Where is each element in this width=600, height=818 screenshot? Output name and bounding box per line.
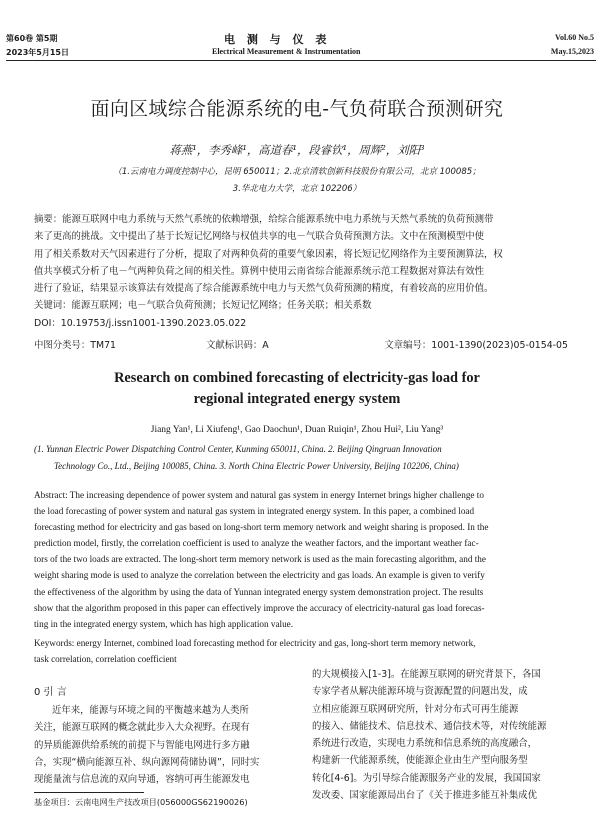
header-volume-cn: 第60卷 第5期 (6, 34, 58, 43)
title-en-line-2: regional integrated energy system (193, 391, 401, 407)
clc-number: 中图分类号：TM71 (34, 340, 116, 351)
keywords-en-line: task correlation, correlation coefficient (34, 653, 177, 664)
authors-en: Jiang Yan¹, Li Xiufeng¹, Gao Daochun¹, Duan Ruiqin¹, Zhou Hui², Liu Yang³ (150, 424, 444, 435)
article-number: 文章编号：1001-1390(2023)05-0154-05 (384, 340, 568, 351)
abstract-cn-line: 用了相关系数对天气因素进行了分析，提取了对两种负荷的重要气象因素，将长短记忆网络作为主要预测算法，权 (34, 248, 503, 260)
footnote-rule (34, 792, 144, 793)
keywords-cn: 关键词：能源互联网；电－气联合负荷预测；长短记忆网络；任务关联；相关系数 (34, 300, 372, 312)
header-date-cn: 2023年5月15日 (6, 48, 69, 57)
body-line: 的大规模接入[1-3]。在能源互联网的研究背景下，各国 (312, 669, 541, 680)
body-line: 合，实现“横向能源互补、纵向源网荷储协调”，同时实 (34, 756, 260, 768)
header-volume-en: Vol.60 No.5 (554, 33, 594, 42)
abstract-en-line: the load forecasting of power system and natural gas system in integrated energy system. In this paper, a combined load (34, 506, 475, 517)
title-cn: 面向区域综合能源系统的电-气负荷联合预测研究 (90, 98, 504, 120)
affiliation-en-1: (1. Yunnan Electric Power Dispatching Control Center, Kunming 650011, China. 2. Beijing Qingruan Innovation (34, 444, 442, 454)
keywords-en-line: Keywords: energy Internet, combined load forecasting method for electricity and gas, long-short term memory network, (34, 637, 476, 648)
body-line: 立相应能源互联网研究所，针对分布式可再生能源 (312, 703, 519, 715)
header-date-en: May.15,2023 (550, 47, 594, 56)
body-line: 的异质能源供给系统的前提下与智能电网进行多方融 (34, 739, 250, 751)
affiliation-cn-1: （1.云南电力调度控制中心，昆明 650011；2.北京清软创新科技股份有限公司，北京 100085； (113, 167, 481, 177)
body-line: 近年来，能源与环境之间的平衡越来越为人类所 (52, 705, 249, 716)
affiliation-en-2: Technology Co., Ltd., Beijing 100085, China. 3. North China Electric Power University, Beijing 102206, China) (54, 461, 459, 471)
abstract-en-line: prediction model, firstly, the correlation coefficient is used to analyze the weather factors, and the important weather fac- (34, 538, 479, 549)
left-column (34, 702, 296, 788)
abstract-en-line: forecasting method for electricity and gas based on long-short term memory network and weight sharing is proposed. In the (34, 522, 489, 533)
body-line: 关注，能源互联网的概念就此步入大众视野。在现有 (34, 722, 250, 734)
doi: DOI：10.19753/j.issn1001-1390.2023.05.022 (34, 317, 247, 329)
funding-note: 基金项目：云南电网生产技改项目(056000GS62190026) (34, 797, 248, 807)
header-journal-en: Electrical Measurement & Instrumentation (212, 47, 361, 56)
right-column (312, 666, 574, 804)
affiliation-cn-2: 3.华北电力大学，北京 102206） (232, 184, 362, 194)
abstract-cn-line: 摘要：能源互联网中电力系统与天然气系统的依赖增强，给综合能源系统中电力系统与天然气系统的负荷预测带 (34, 214, 494, 225)
abstract-cn-line: 值共享模式分析了电－气两种负荷之间的相关性。算例中使用云南省综合能源系统示范工程数据对算法有效性 (34, 265, 485, 277)
section-heading-introduction: 0 引 言 (34, 687, 67, 698)
abstract-cn-line: 来了更高的挑战。文中提出了基于长短记忆网络与权值共享的电－气联合负荷预测方法。文中在预测模型中使 (34, 231, 485, 243)
body-line: 专家学者从解决能源环境与资源配置的问题出发，成 (312, 686, 528, 698)
body-line: 转化[4-6]。为引导综合能源服务产业的发展，我国国家 (312, 772, 541, 784)
body-line: 现能量流与信息流的双向导通，容纳可再生能源发电 (34, 774, 250, 786)
document-code: 文献标识码：A (206, 340, 269, 351)
abstract-en-line: tors of the two loads are extracted. The long-short term memory network is used as the main forecasting algorithm, and the (34, 554, 486, 565)
body-line: 的接入、储能技术、信息技术、通信技术等，对传统能源 (312, 720, 547, 732)
abstract-en-line: Abstract: The increasing dependence of power system and natural gas system in energy Internet brings higher challenge to (34, 490, 484, 500)
abstract-en-line: the effectiveness of the algorithm by using the data of Yunnan integrated energy system demonstration project. The results (34, 586, 484, 597)
body-line: 构建新一代能源系统，使能源企业由生产型向服务型 (312, 755, 528, 767)
abstract-cn (34, 211, 570, 332)
header-rule (6, 60, 596, 61)
title-en-line-1: Research on combined forecasting of electricity-gas load for (114, 370, 480, 386)
abstract-en (34, 487, 570, 667)
body-line: 系统进行改造，实现电力系统和信息系统的高度融合， (312, 738, 538, 750)
abstract-en-line: show that the algorithm proposed in this paper can effectively improve the accuracy of electricity-natural gas load forecas- (34, 602, 485, 613)
header-journal-cn: 电 测 与 仪 表 (224, 33, 331, 46)
authors-cn: 蒋燕¹，李秀峰¹，高道春¹，段睿钦¹，周辉²，刘阳³ (169, 143, 425, 157)
abstract-en-line: ting in the integrated energy system, which has high application value. (34, 618, 294, 629)
abstract-en-line: weight sharing mode is used to analyze the correlation between the electricity and gas loads. An example is given to verify (34, 570, 485, 581)
body-line: 发改委、国家能源局出台了《关于推进多能互补集成优 (312, 790, 538, 802)
abstract-cn-line: 进行了验证，结果显示该算法有效提高了综合能源系统中电力与天然气负荷预测的精度，有着较高的应用价值。 (34, 283, 494, 295)
